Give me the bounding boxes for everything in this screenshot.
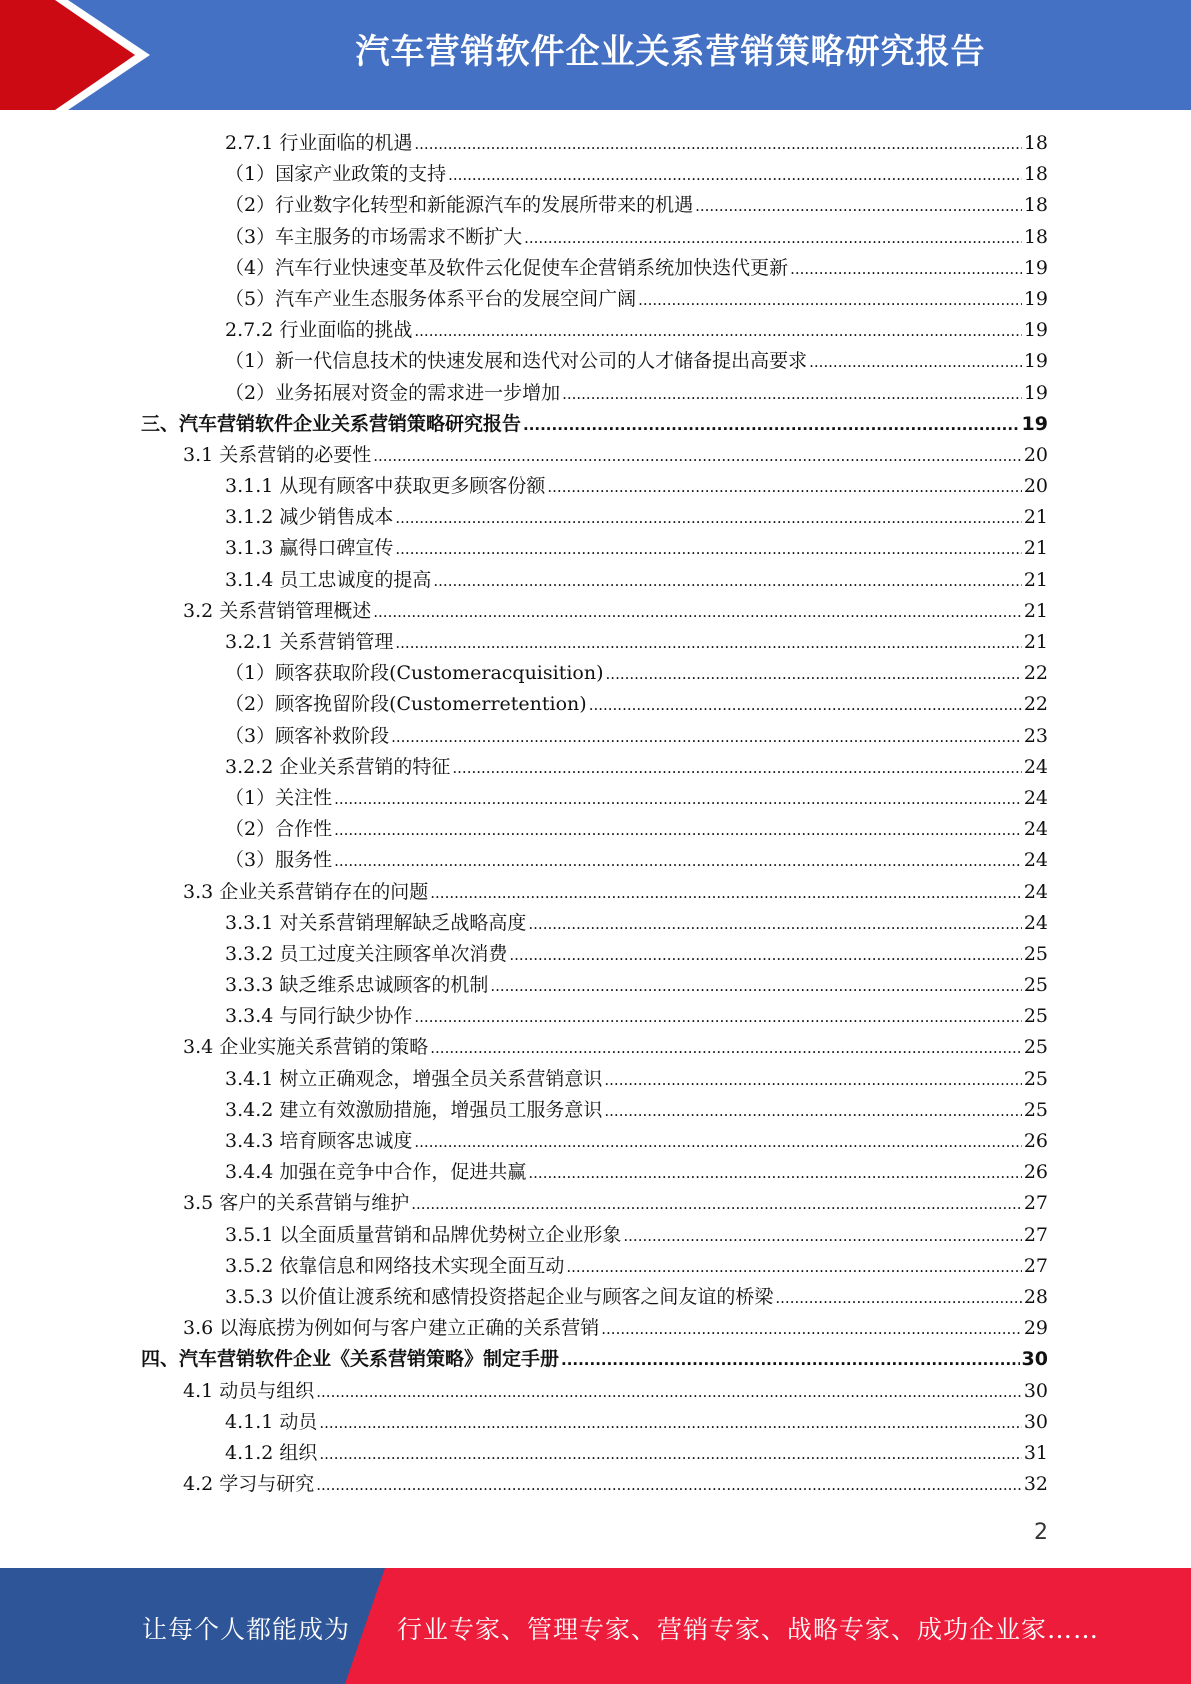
toc-leader-dots [334, 821, 1022, 839]
toc-entry[interactable] [141, 1157, 1048, 1188]
toc-entry-title: 3.3.1 对关系营销理解缺乏战略高度 [225, 911, 527, 934]
toc-entry-page: 29 [1023, 1317, 1048, 1340]
toc-leader-dots [334, 852, 1022, 870]
toc-entry-page: 18 [1023, 163, 1048, 186]
toc-entry-title: 3.3.3 缺乏维系忠诚顾客的机制 [225, 974, 489, 997]
toc-entry[interactable] [141, 409, 1048, 440]
toc-entry-page: 30 [1023, 1379, 1048, 1402]
toc-entry-page: 25 [1023, 974, 1048, 997]
toc-entry-page: 22 [1023, 662, 1048, 685]
toc-leader-dots [809, 353, 1022, 371]
toc-leader-dots [606, 665, 1022, 683]
toc-entry-page: 24 [1023, 818, 1048, 841]
toc-leader-dots [528, 915, 1021, 933]
toc-entry[interactable] [141, 689, 1048, 720]
toc-entry-page: 25 [1023, 1098, 1048, 1121]
toc-entry[interactable] [141, 502, 1048, 533]
toc-entry-title: 3.1.1 从现有顾客中获取更多顾客份额 [225, 475, 546, 498]
toc-entry-page: 25 [1023, 942, 1048, 965]
toc-entry[interactable] [141, 190, 1048, 221]
toc-leader-dots [561, 1351, 1020, 1369]
footer-slogan-right: 行业专家、管理专家、营销专家、战略专家、成功企业家…… [397, 1615, 1100, 1644]
toc-entry-title: （3）车主服务的市场需求不断扩大 [225, 225, 523, 248]
toc-entry[interactable] [141, 565, 1048, 596]
toc-entry[interactable] [141, 253, 1048, 284]
toc-leader-dots [430, 884, 1022, 902]
toc-leader-dots [452, 759, 1021, 777]
toc-entry-page: 19 [1023, 350, 1048, 373]
toc-entry-title: 3.1 关系营销的必要性 [183, 443, 372, 466]
toc-entry-page: 24 [1023, 880, 1048, 903]
toc-entry-title: 3.5.1 以全面质量营销和品牌优势树立企业形象 [225, 1223, 622, 1246]
toc-entry[interactable] [141, 1344, 1048, 1375]
toc-entry[interactable] [141, 1438, 1048, 1469]
toc-entry-title: （1）新一代信息技术的快速发展和迭代对公司的人才储备提出高要求 [225, 350, 808, 373]
toc-leader-dots [528, 1164, 1021, 1182]
toc-entry[interactable] [141, 471, 1048, 502]
toc-leader-dots [448, 166, 1022, 184]
toc-entry-title: 3.5 客户的关系营销与维护 [183, 1192, 410, 1215]
toc-entry[interactable] [141, 783, 1048, 814]
toc-entry-title: 4.1 动员与组织 [183, 1379, 315, 1402]
toc-entry[interactable] [141, 721, 1048, 752]
toc-entry-page: 19 [1023, 319, 1048, 342]
toc-entry[interactable] [141, 970, 1048, 1001]
toc-entry-title: 3.1.3 赢得口碑宣传 [225, 537, 394, 560]
toc-entry-page: 26 [1023, 1130, 1048, 1152]
toc-entry[interactable] [141, 939, 1048, 970]
toc-entry-title: （3）服务性 [225, 849, 333, 872]
toc-entry-title: 3.4.3 培育顾客忠诚度 [225, 1130, 413, 1152]
toc-leader-dots [589, 696, 1022, 714]
toc-leader-dots [319, 1414, 1021, 1432]
page-footer [0, 1568, 1191, 1684]
toc-leader-dots [430, 1039, 1022, 1057]
page-number: 2 [1034, 1520, 1048, 1545]
toc-leader-dots [790, 260, 1022, 278]
toc-entry-page: 23 [1023, 724, 1048, 747]
toc-leader-dots [433, 572, 1021, 590]
toc-entry-page: 20 [1023, 443, 1048, 466]
toc-entry[interactable] [141, 1469, 1048, 1500]
toc-entry[interactable] [141, 1095, 1048, 1126]
toc-entry[interactable] [141, 814, 1048, 845]
toc-leader-dots [566, 1258, 1021, 1276]
toc-leader-dots [316, 1476, 1022, 1494]
toc-entry-page: 24 [1023, 755, 1048, 778]
toc-entry[interactable] [141, 1376, 1048, 1407]
toc-entry-title: 3.2 关系营销管理概述 [183, 599, 372, 622]
toc-entry-page: 30 [1023, 1410, 1048, 1433]
toc-entry[interactable] [141, 1407, 1048, 1438]
toc-leader-dots [316, 1383, 1022, 1401]
toc-entry-title: 3.4 企业实施关系营销的策略 [183, 1036, 429, 1059]
toc-entry[interactable] [141, 378, 1048, 409]
toc-entry[interactable] [141, 1188, 1048, 1219]
toc-entry-title: 3.2.1 关系营销管理 [225, 631, 394, 653]
toc-entry[interactable] [141, 1064, 1048, 1095]
toc-entry-title: 4.1.2 组织 [225, 1441, 318, 1464]
toc-entry-title: 3.4.4 加强在竞争中合作，促进共赢 [225, 1161, 527, 1184]
toc-leader-dots [604, 1102, 1021, 1120]
toc-entry-title: 3.2.2 企业关系营销的特征 [225, 755, 451, 778]
page-header [0, 0, 1191, 110]
header-title: 汽车营销软件企业关系营销策略研究报告 [355, 32, 986, 72]
toc-entry-title: 三、汽车营销软件企业关系营销策略研究报告 [141, 412, 522, 435]
toc-leader-dots [695, 197, 1022, 215]
toc-entry[interactable] [141, 315, 1048, 346]
toc-entry-page: 22 [1023, 693, 1048, 716]
toc-leader-dots [373, 447, 1022, 465]
toc-entry-page: 24 [1023, 786, 1048, 809]
toc-entry-page: 25 [1023, 1005, 1048, 1028]
table-of-contents [141, 128, 1048, 1500]
toc-entry-title: 3.4.2 建立有效激励措施，增强员工服务意识 [225, 1098, 603, 1121]
toc-entry-page: 24 [1023, 849, 1048, 872]
toc-entry-title: （1）国家产业政策的支持 [225, 163, 447, 186]
toc-entry-title: （2）行业数字化转型和新能源汽车的发展所带来的机遇 [225, 194, 694, 217]
toc-entry-title: 3.1.4 员工忠诚度的提高 [225, 568, 432, 591]
toc-entry-page: 25 [1023, 1036, 1048, 1059]
toc-entry-title: （1）关注性 [225, 786, 333, 809]
toc-leader-dots [411, 1195, 1022, 1213]
toc-entry-page: 27 [1023, 1223, 1048, 1246]
toc-entry-page: 21 [1023, 631, 1048, 653]
toc-entry-title: 3.3.4 与同行缺少协作 [225, 1005, 413, 1028]
toc-leader-dots [509, 946, 1021, 964]
toc-entry[interactable] [141, 908, 1048, 939]
toc-entry-page: 27 [1023, 1192, 1048, 1215]
toc-leader-dots [601, 1320, 1022, 1338]
toc-entry-title: （2）业务拓展对资金的需求进一步增加 [225, 381, 561, 404]
toc-entry[interactable] [141, 1001, 1048, 1032]
toc-entry[interactable] [141, 284, 1048, 315]
toc-entry-title: （2）合作性 [225, 818, 333, 841]
toc-entry[interactable] [141, 1313, 1048, 1344]
toc-entry-title: （2）顾客挽留阶段(Customerretention) [225, 693, 587, 716]
toc-entry-page: 31 [1023, 1441, 1048, 1464]
toc-entry-title: （3）顾客补救阶段 [225, 724, 390, 747]
toc-entry-page: 30 [1021, 1348, 1048, 1371]
toc-entry-page: 21 [1023, 568, 1048, 591]
toc-entry-page: 19 [1023, 287, 1048, 310]
toc-entry-page: 27 [1023, 1254, 1048, 1277]
toc-entry-page: 26 [1023, 1161, 1048, 1184]
toc-leader-dots [334, 790, 1022, 808]
toc-entry[interactable] [141, 1032, 1048, 1063]
toc-entry-page: 18 [1023, 225, 1048, 248]
toc-entry-title: 3.5.3 以价值让渡系统和感情投资搭起企业与顾客之间友谊的桥梁 [225, 1285, 774, 1308]
toc-leader-dots [775, 1289, 1021, 1307]
toc-entry[interactable] [141, 222, 1048, 253]
toc-leader-dots [414, 1008, 1021, 1026]
toc-leader-dots [414, 1133, 1021, 1151]
toc-entry-title: 四、汽车营销软件企业《关系营销策略》制定手册 [141, 1348, 560, 1371]
toc-entry-title: 2.7.2 行业面临的挑战 [225, 319, 413, 342]
toc-entry[interactable] [141, 877, 1048, 908]
toc-entry-page: 25 [1023, 1067, 1048, 1090]
toc-leader-dots [395, 634, 1021, 652]
toc-leader-dots [395, 509, 1021, 527]
toc-entry-page: 18 [1023, 194, 1048, 217]
toc-entry-page: 19 [1023, 256, 1048, 279]
toc-entry-title: 3.5.2 依靠信息和网络技术实现全面互动 [225, 1254, 565, 1277]
toc-entry[interactable] [141, 1220, 1048, 1251]
toc-entry-title: （5）汽车产业生态服务体系平台的发展空间广阔 [225, 287, 637, 310]
toc-entry-page: 21 [1023, 506, 1048, 529]
toc-entry-title: 3.3 企业关系营销存在的问题 [183, 880, 429, 903]
toc-leader-dots [638, 291, 1022, 309]
toc-leader-dots [547, 478, 1021, 496]
toc-entry[interactable] [141, 159, 1048, 190]
toc-entry[interactable] [141, 1282, 1048, 1313]
toc-entry-page: 32 [1023, 1473, 1048, 1496]
toc-leader-dots [562, 385, 1022, 403]
toc-entry[interactable] [141, 596, 1048, 627]
toc-entry[interactable] [141, 658, 1048, 689]
toc-leader-dots [524, 229, 1022, 247]
toc-entry-title: （1）顾客获取阶段(Customeracquisition) [225, 662, 604, 685]
toc-entry[interactable] [141, 440, 1048, 471]
toc-entry-page: 24 [1023, 911, 1048, 934]
toc-entry[interactable] [141, 128, 1048, 159]
toc-leader-dots [414, 135, 1021, 153]
toc-entry-page: 18 [1023, 132, 1048, 154]
toc-entry-page: 21 [1023, 599, 1048, 622]
toc-entry-title: 4.2 学习与研究 [183, 1473, 315, 1496]
toc-entry-title: 3.4.1 树立正确观念，增强全员关系营销意识 [225, 1067, 603, 1090]
footer-slogan-left: 让每个人都能成为 [142, 1615, 351, 1644]
toc-leader-dots [391, 728, 1022, 746]
toc-leader-dots [623, 1227, 1021, 1245]
toc-entry[interactable] [141, 533, 1048, 564]
toc-entry-page: 20 [1023, 475, 1048, 498]
toc-entry[interactable] [141, 845, 1048, 876]
toc-entry[interactable] [141, 627, 1048, 658]
toc-leader-dots [604, 1071, 1021, 1089]
toc-entry-title: 3.6 以海底捞为例如何与客户建立正确的关系营销 [183, 1317, 600, 1340]
toc-leader-dots [373, 603, 1022, 621]
toc-entry-title: 2.7.1 行业面临的机遇 [225, 132, 413, 154]
toc-leader-dots [395, 540, 1021, 558]
toc-entry-page: 21 [1023, 537, 1048, 560]
toc-leader-dots [414, 322, 1021, 340]
toc-entry[interactable] [141, 1251, 1048, 1282]
toc-entry-page: 19 [1023, 381, 1048, 404]
toc-entry-title: （4）汽车行业快速变革及软件云化促使车企营销系统加快迭代更新 [225, 256, 789, 279]
chevron-logo-icon [0, 0, 160, 110]
toc-entry-title: 4.1.1 动员 [225, 1410, 318, 1433]
toc-entry-title: 3.3.2 员工过度关注顾客单次消费 [225, 942, 508, 965]
toc-entry-page: 19 [1021, 412, 1048, 435]
toc-entry[interactable] [141, 346, 1048, 377]
toc-leader-dots [490, 977, 1021, 995]
toc-entry[interactable] [141, 752, 1048, 783]
toc-entry[interactable] [141, 1126, 1048, 1157]
toc-entry-page: 28 [1023, 1285, 1048, 1308]
toc-entry-title: 3.1.2 减少销售成本 [225, 506, 394, 529]
toc-leader-dots [319, 1445, 1021, 1463]
toc-leader-dots [523, 416, 1020, 434]
